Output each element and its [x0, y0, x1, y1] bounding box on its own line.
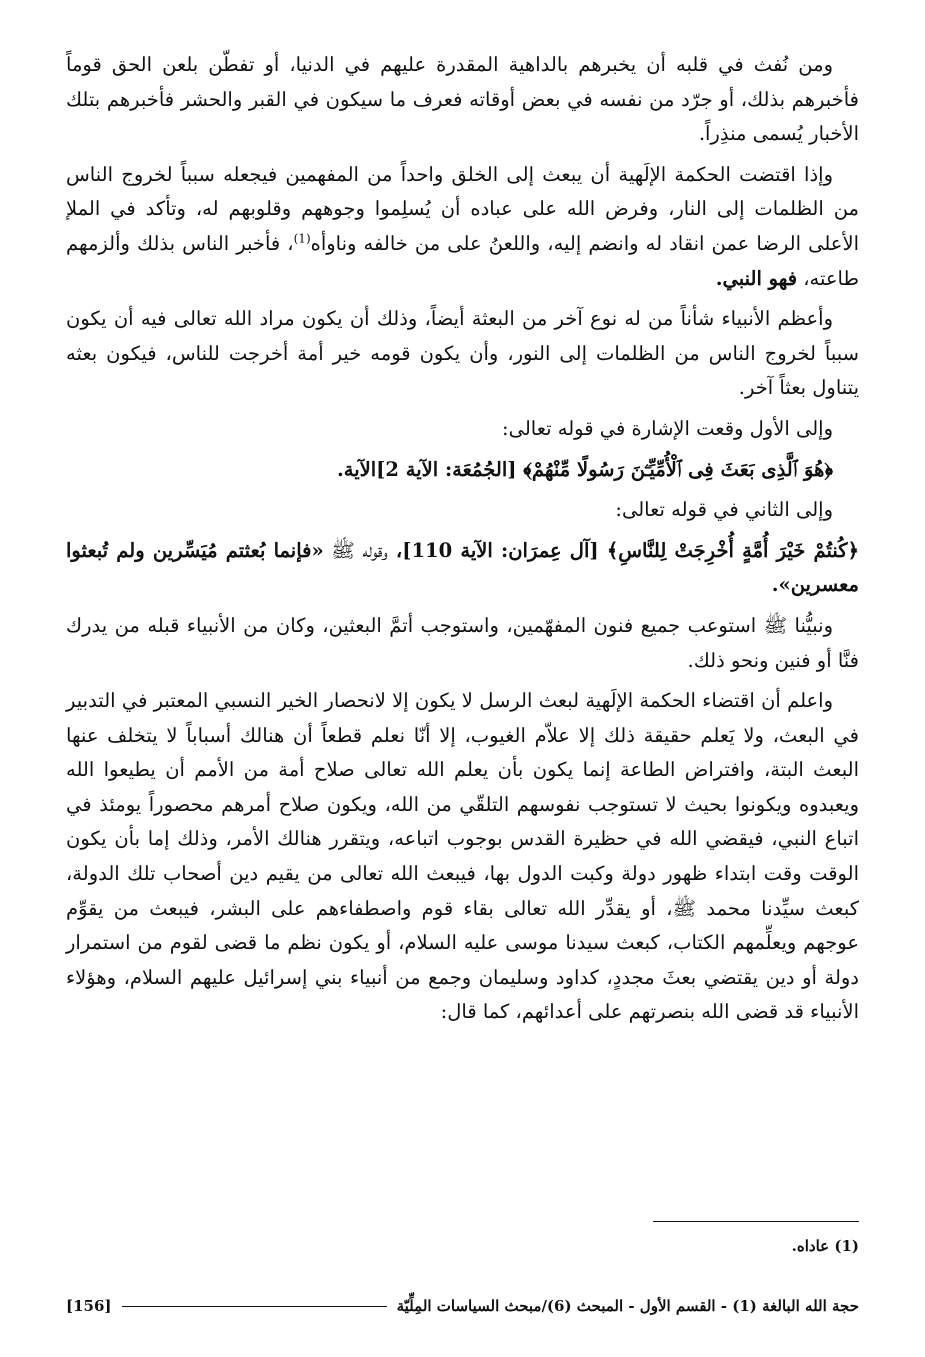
paragraph-6: ونبيُّنا ﷺ استوعب جميع فنون المفهّمين، واستوجب أتمَّ البعثين، وكان من الأنبياء قبله من يدرك فنَّا أو فنين ونحو ذلك. — [66, 613, 859, 672]
main-text — [66, 48, 859, 1036]
footnote-divider — [653, 1221, 859, 1222]
quran-verse-1: ﴿هُوَ ٱلَّذِى بَعَثَ فِى ٱلْأُمِّيِّـۧنَ رَسُولًا مِّنْهُمْ﴾ [الجُمُعَة: الآية 2]الآية. — [336, 457, 833, 481]
paragraph-1: ومن نُفث في قلبه أن يخبرهم بالداهية المقدرة عليهم في الدنيا، أو تفطّن بلعن الحق قوماً فأخبرهم بذلك، أو جرّد من نفسه في بعض أوقاته فعرف ما سيكون في القبر والحشر فأخبرهم بتلك الأخبار يُسمى منذِراً. — [66, 53, 859, 146]
paragraph-4: وإلى الأول وقعت الإشارة في قوله تعالى: — [502, 416, 833, 440]
paragraph-3: وأعظم الأنبياء شأناً من له نوع آخر من البعثة أيضاً، وذلك أن يكون مراد الله تعالى فيه أن يكون سبباً لخروج الناس من الظلمات إلى النور، وأن يكون قومه خير أمة أخرجت للناس، فيكون بعثه يتناول بعثاً آخر. — [66, 307, 859, 400]
page-footer — [66, 1297, 859, 1315]
footnote-text: عاداه. — [791, 1237, 830, 1255]
footnote-number: (1) — [834, 1237, 859, 1255]
footnote-marker[interactable]: (1) — [293, 231, 311, 246]
paragraph-2-text-cont: ، فأخبر الناس بذلك وألزمهم طاعته، — [66, 231, 859, 290]
hadith-intro: وقوله ﷺ — [323, 538, 388, 562]
page-number: [156] — [66, 1297, 112, 1315]
quran-verse-2 — [66, 534, 859, 603]
paragraph-2 — [66, 158, 859, 296]
hadith-quote: «فإنما بُعثتم مُيَسِّرين ولم تُبعثوا معسرين». — [66, 538, 859, 597]
paragraph-2-bold: فهو النبي. — [715, 266, 798, 290]
paragraph-7: واعلم أن اقتضاء الحكمة الإلَهية لبعث الرسل لا يكون إلا لانحصار الخير النسبي المعتبر في التدبير في البعث، ولا يَعلم حقيقة ذلك إلا علاّم الغيوب، إلا أنّا نعلم قطعاً أن هنالك أسباباً لا يتخلف عنها البعث البتة، وافتراض الطاعة إنما يكون بأن يعلم الله تعالى صلاح أمة من الأمم أن يطيعوا الله ويعبدوه ويكونوا بحيث لا تستوجب نفوسهم التلقّي من الله، ويكون صلاح أمرهم محصوراً يومئذ في اتباع النبي، فيقضي الله في حظيرة القدس بوجوب اتباعه، ويتقرر هنالك الأمر، وذلك إما بأن يكون الوقت وقت ابتداء ظهور دولة وكبت الدول بها، فيبعث الله تعالى من يقيم دين أصحاب تلك الدولة، كبعث سيِّدنا محمد ﷺ، أو يقدِّر الله تعالى بقاء قوم واصطفاءهم على البشر، فيبعث من يقوِّم عوجهم ويعلِّمهم الكتاب، كبعث سيدنا موسى عليه السلام، أو يكون نظم ما قضى لقوم من استمرار دولة أو دين يقتضي بعثَ مجددٍ، كداود وسليمان وجمع من أنبياء بني إسرائيل عليهم السلام، وهؤلاء الأنبياء قد قضى الله بنصرتهم على أعدائهم، كما قال: — [66, 689, 859, 1024]
quran-verse-2-text: ﴿كُنتُمْ خَيْرَ أُمَّةٍ أُخْرِجَتْ لِلنَّاسِ﴾ [آل عِمرَان: الآية 110]، — [387, 538, 860, 562]
footer-rule — [122, 1306, 387, 1307]
paragraph-5: وإلى الثاني في قوله تعالى: — [615, 498, 833, 522]
paragraph-2-text: وإذا اقتضت الحكمة الإلَهية أن يبعث إلى الخلق واحداً من المفهمين فيجعله سبباً لخروج الناس من الظلمات إلى النار، وفرض الله على عباده أن يُسلِموا وجوههم وقلوبهم له، وتأكد في الملإ الأعلى الرضا عمن انقاد له وانضم إليه، واللعنُ على من خالفه وناوأه — [66, 162, 859, 255]
footnote — [792, 1235, 859, 1257]
running-title: حجة الله البالغة (1) - القسم الأول - المبحث (6)/مبحث السياسات المِلِّيّة — [396, 1297, 859, 1315]
